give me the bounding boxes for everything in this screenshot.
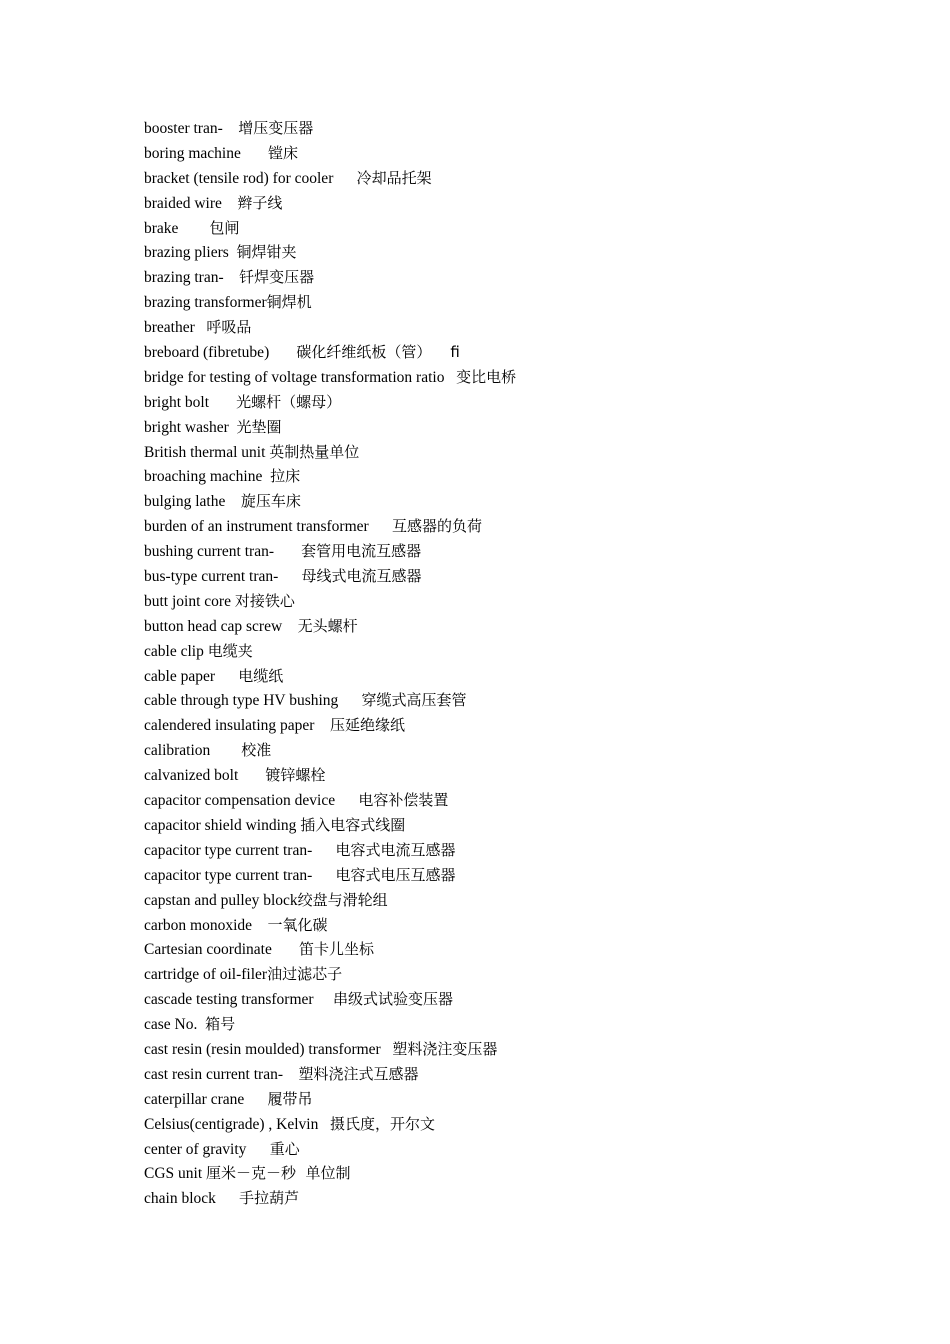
entry-translation: 拉床 — [270, 467, 301, 486]
entry-term: braided wire — [144, 194, 222, 212]
entry-translation: 笛卡儿坐标 — [298, 940, 374, 959]
entry-term: center of gravity — [144, 1140, 247, 1158]
glossary-entry — [144, 539, 516, 564]
entry-term: bright bolt — [144, 393, 210, 411]
entry-translation: 冷却品托架 — [356, 168, 432, 187]
entry-spacer — [274, 543, 301, 560]
glossary-entry — [144, 1037, 516, 1062]
entry-spacer — [244, 1091, 267, 1108]
glossary-entry — [144, 1137, 516, 1162]
glossary-entry — [144, 987, 516, 1012]
entry-term: capacitor type current tran- — [144, 866, 313, 884]
entry-translation: 互感器的负荷 — [391, 517, 482, 536]
entry-term: calendered insulating paper — [144, 717, 315, 735]
entry-spacer — [215, 668, 238, 685]
glossary-entry — [144, 1062, 516, 1087]
entry-term: capacitor type current tran- — [144, 841, 313, 859]
entry-term: bushing current tran- — [144, 543, 274, 561]
glossary-entry — [144, 738, 516, 763]
entry-translation: 电容式电压互感器 — [335, 865, 456, 884]
entry-spacer — [229, 244, 237, 261]
entry-translation: 套管用电流互感器 — [301, 542, 422, 561]
entry-term: cascade testing transformer — [144, 991, 314, 1009]
entry-term: brazing pliers — [144, 244, 229, 262]
entry-spacer — [318, 1116, 330, 1133]
entry-translation: 光垫圈 — [236, 417, 282, 436]
entry-translation: 旋压车床 — [240, 492, 301, 511]
entry-spacer — [222, 195, 238, 212]
entry-translation: 穿缆式高压套管 — [361, 691, 467, 710]
entry-term: bus-type current tran- — [144, 568, 279, 586]
glossary-entry — [144, 216, 516, 241]
entry-term: CGS unit — [144, 1165, 203, 1183]
entry-translation: 碳化纤维纸板（管） fi — [296, 343, 460, 362]
entry-translation: 电容补偿装置 — [358, 791, 449, 810]
entry-translation: 摄氏度，开尔文 — [329, 1114, 435, 1133]
entry-translation: 镗床 — [267, 143, 298, 162]
entry-spacer — [262, 468, 270, 485]
entry-spacer — [312, 842, 335, 859]
entry-translation: 电容式电流互感器 — [335, 840, 456, 859]
entry-translation: 履带吊 — [267, 1089, 313, 1108]
entry-term: bright washer — [144, 418, 229, 436]
entry-spacer — [223, 120, 239, 137]
entry-term: bulging lathe — [144, 493, 226, 511]
entry-term: cartridge of oil-filer — [144, 966, 268, 984]
glossary-entry — [144, 713, 516, 738]
entry-term: butt joint core — [144, 592, 231, 610]
entry-translation: 变比电桥 — [456, 367, 517, 386]
entry-spacer — [278, 568, 301, 585]
entry-spacer — [246, 1141, 269, 1158]
entry-translation: 对接铁心 — [234, 591, 295, 610]
entry-translation: 母线式电流互感器 — [301, 567, 422, 586]
entry-term: calvanized bolt — [144, 767, 239, 785]
entry-translation: 厘米－克－秒 单位制 — [206, 1164, 351, 1183]
entry-translation: 压延绝缘纸 — [329, 716, 405, 735]
entry-spacer — [178, 220, 209, 237]
entry-term: carbon monoxide — [144, 916, 253, 934]
glossary-entry — [144, 564, 516, 589]
entry-term: brake — [144, 219, 179, 237]
entry-spacer — [269, 344, 296, 361]
entry-translation: 钎焊变压器 — [239, 268, 315, 287]
entry-term: case No. — [144, 1016, 198, 1034]
entry-spacer — [252, 917, 268, 934]
entry-term: cable clip — [144, 642, 204, 660]
entry-spacer — [225, 493, 241, 510]
entry-translation: 校准 — [241, 741, 272, 760]
glossary-entry — [144, 838, 516, 863]
entry-translation: 呼吸品 — [206, 318, 252, 337]
glossary-entry — [144, 290, 516, 315]
entry-term: cable through type HV bushing — [144, 692, 339, 710]
entry-translation: 手拉葫芦 — [239, 1189, 300, 1208]
entry-translation: 辫子线 — [237, 193, 283, 212]
entry-translation: 一氧化碳 — [267, 915, 328, 934]
entry-translation: 铜焊机 — [266, 293, 312, 312]
glossary-list — [144, 116, 516, 1211]
entry-term: caterpillar crane — [144, 1090, 245, 1108]
entry-term: bridge for testing of voltage transformation ratio — [144, 368, 445, 386]
entry-term: chain block — [144, 1190, 216, 1208]
glossary-entry — [144, 1112, 516, 1137]
glossary-entry — [144, 1161, 516, 1186]
glossary-entry — [144, 763, 516, 788]
glossary-entry — [144, 614, 516, 639]
glossary-entry — [144, 788, 516, 813]
entry-spacer — [333, 170, 356, 187]
entry-spacer — [314, 991, 333, 1008]
glossary-entry — [144, 514, 516, 539]
entry-spacer — [335, 792, 358, 809]
glossary-entry — [144, 390, 516, 415]
entry-term: brazing transformer — [144, 294, 267, 312]
entry-translation: 增压变压器 — [238, 119, 314, 137]
entry-spacer — [209, 394, 236, 411]
glossary-entry — [144, 913, 516, 938]
entry-term: breboard (fibretube) — [144, 344, 270, 362]
entry-term: Celsius(centigrade) , Kelvin — [144, 1115, 319, 1133]
glossary-entry — [144, 1012, 516, 1037]
entry-term: cast resin (resin moulded) transformer — [144, 1040, 381, 1058]
entry-translation: 光螺杆（螺母） — [236, 392, 342, 411]
entry-term: cable paper — [144, 667, 215, 685]
glossary-entry — [144, 1186, 516, 1211]
entry-spacer — [241, 145, 268, 162]
entry-term: broaching machine — [144, 468, 263, 486]
entry-translation: 箱号 — [205, 1015, 236, 1034]
entry-term: cast resin current tran- — [144, 1065, 284, 1083]
entry-term: capstan and pulley block — [144, 891, 298, 909]
entry-term: bracket (tensile rod) for cooler — [144, 169, 334, 187]
entry-translation: 重心 — [269, 1139, 300, 1158]
glossary-entry — [144, 116, 516, 141]
entry-term: calibration — [144, 742, 211, 760]
entry-translation: 油过滤芯子 — [267, 965, 343, 984]
entry-spacer — [369, 518, 392, 535]
entry-spacer — [216, 1190, 239, 1207]
glossary-entry — [144, 589, 516, 614]
entry-translation: 铜焊钳夹 — [236, 243, 297, 262]
glossary-entry — [144, 240, 516, 265]
glossary-entry — [144, 664, 516, 689]
entry-term: boring machine — [144, 144, 241, 162]
entry-term: Cartesian coordinate — [144, 941, 272, 959]
glossary-entry — [144, 937, 516, 962]
glossary-entry — [144, 688, 516, 713]
glossary-entry — [144, 141, 516, 166]
entry-spacer — [272, 941, 299, 958]
entry-term: breather — [144, 319, 195, 337]
entry-term: burden of an instrument transformer — [144, 518, 369, 536]
entry-spacer — [197, 1016, 205, 1033]
glossary-entry — [144, 464, 516, 489]
glossary-entry — [144, 265, 516, 290]
entry-spacer — [314, 717, 330, 734]
entry-spacer — [210, 742, 241, 759]
entry-spacer — [229, 419, 237, 436]
entry-spacer — [238, 767, 265, 784]
entry-spacer — [444, 369, 456, 386]
entry-translation: 串级式试验变压器 — [332, 990, 453, 1009]
entry-spacer — [381, 1041, 393, 1058]
entry-term: brazing tran- — [144, 269, 224, 287]
entry-translation: 英制热量单位 — [269, 442, 360, 461]
glossary-entry — [144, 191, 516, 216]
glossary-entry — [144, 863, 516, 888]
entry-spacer — [282, 618, 298, 635]
glossary-entry — [144, 365, 516, 390]
entry-translation: 电缆夹 — [207, 641, 253, 660]
glossary-entry — [144, 1087, 516, 1112]
entry-translation: 插入电容式线圈 — [300, 815, 406, 834]
entry-translation: 塑料浇注变压器 — [392, 1039, 498, 1058]
entry-spacer — [224, 269, 240, 286]
entry-translation: 镀锌螺栓 — [265, 766, 326, 785]
entry-translation: 电缆纸 — [238, 666, 284, 685]
entry-spacer — [195, 319, 207, 336]
entry-term: capacitor compensation device — [144, 792, 336, 810]
glossary-entry — [144, 489, 516, 514]
entry-term: British thermal unit — [144, 443, 266, 461]
entry-translation: 塑料浇注式互感器 — [298, 1064, 419, 1083]
entry-spacer — [312, 867, 335, 884]
glossary-entry — [144, 340, 516, 365]
entry-term: booster tran- — [144, 120, 223, 137]
glossary-entry — [144, 813, 516, 838]
entry-spacer — [338, 692, 361, 709]
glossary-entry — [144, 415, 516, 440]
entry-spacer — [283, 1066, 299, 1083]
entry-term: capacitor shield winding — [144, 816, 297, 834]
glossary-entry — [144, 962, 516, 987]
glossary-entry — [144, 315, 516, 340]
entry-translation: 包闸 — [209, 218, 240, 237]
entry-translation: 无头螺杆 — [297, 616, 358, 635]
entry-term: button head cap screw — [144, 617, 283, 635]
entry-translation: 绞盘与滑轮组 — [297, 890, 388, 909]
glossary-entry — [144, 639, 516, 664]
glossary-entry — [144, 166, 516, 191]
glossary-entry — [144, 888, 516, 913]
glossary-entry — [144, 440, 516, 465]
